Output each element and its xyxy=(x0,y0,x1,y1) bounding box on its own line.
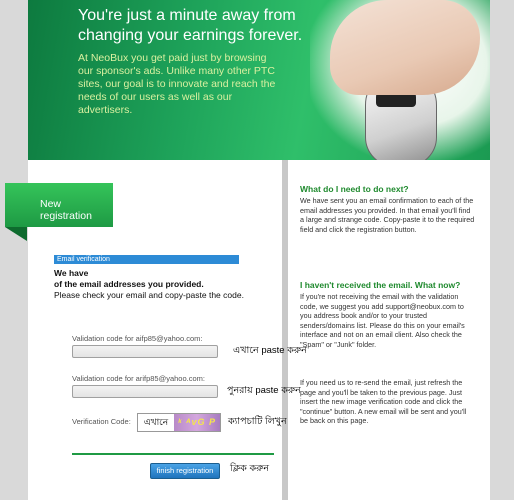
banner-body: At NeoBux you get paid just by browsing our sponsor's ads. Unlike many other PTC sites, our goal is to innovate and reach the needs of our users as well as our advertisers. xyxy=(78,52,276,116)
validation-code-1-input[interactable] xyxy=(72,345,218,358)
help-answer-2: If you're not receiving the email with the validation code, we suggest you add support@neobux.com to you address book and/or to your trusted senders/domains list. Please do this on your email's interface and not on an email client. Also check the "Spam" or "Junk" folder. xyxy=(300,292,465,349)
annotation-paste-again: পুনরায় paste করুন xyxy=(227,385,301,396)
captcha-input[interactable]: এখানে xyxy=(138,414,174,431)
code1-label: Validation code for aifp85@yahoo.com: xyxy=(72,334,203,343)
hand-icon xyxy=(330,0,480,95)
verification-message xyxy=(54,268,254,301)
hero-banner xyxy=(28,0,490,160)
help-answer-1: We have sent you an email confirmation to each of the email addresses you provided. In that email you'll find a large and strange code. Copy-paste it to the required field and click the registration button. xyxy=(300,196,475,234)
validation-code-2-input[interactable] xyxy=(72,385,218,398)
tab-fold xyxy=(5,227,27,241)
form-area xyxy=(28,160,282,500)
help-question-2: I haven't received the email. What now? xyxy=(300,280,461,290)
annotation-click: ক্লিক করুন xyxy=(230,463,270,474)
captcha-image: ᵏ ᴬvG P xyxy=(174,414,220,431)
annotation-paste-here: এখানে paste করুন xyxy=(233,345,307,356)
form-separator xyxy=(72,453,274,455)
message-line3: Please check your email and copy-paste the code. xyxy=(54,290,244,300)
help-answer-3: If you need us to re-send the email, just refresh the page and you'll be taken to the previous page. Just insert the new image verification code and click the "continue" button. A new email will be sent and you'll be back on this page. xyxy=(300,378,467,426)
message-line2: of the email addresses you provided. xyxy=(54,279,204,289)
help-question-1: What do I need to do next? xyxy=(300,184,409,194)
annotation-write-captcha: ক্যাপচাটি লিখুন xyxy=(228,416,287,427)
message-line1: We have xyxy=(54,268,89,278)
hand-mouse-image xyxy=(310,0,490,160)
tab-label: New registration xyxy=(40,198,92,222)
verification-code-label: Verification Code: xyxy=(72,417,131,426)
captcha-box[interactable] xyxy=(137,413,221,432)
email-verification-header: Email verification xyxy=(54,255,239,264)
banner-headline: You're just a minute away from changing your earnings forever. xyxy=(78,7,303,44)
finish-registration-button[interactable]: finish registration xyxy=(150,463,220,479)
code2-label: Validation code for arifp85@yahoo.com: xyxy=(72,374,205,383)
